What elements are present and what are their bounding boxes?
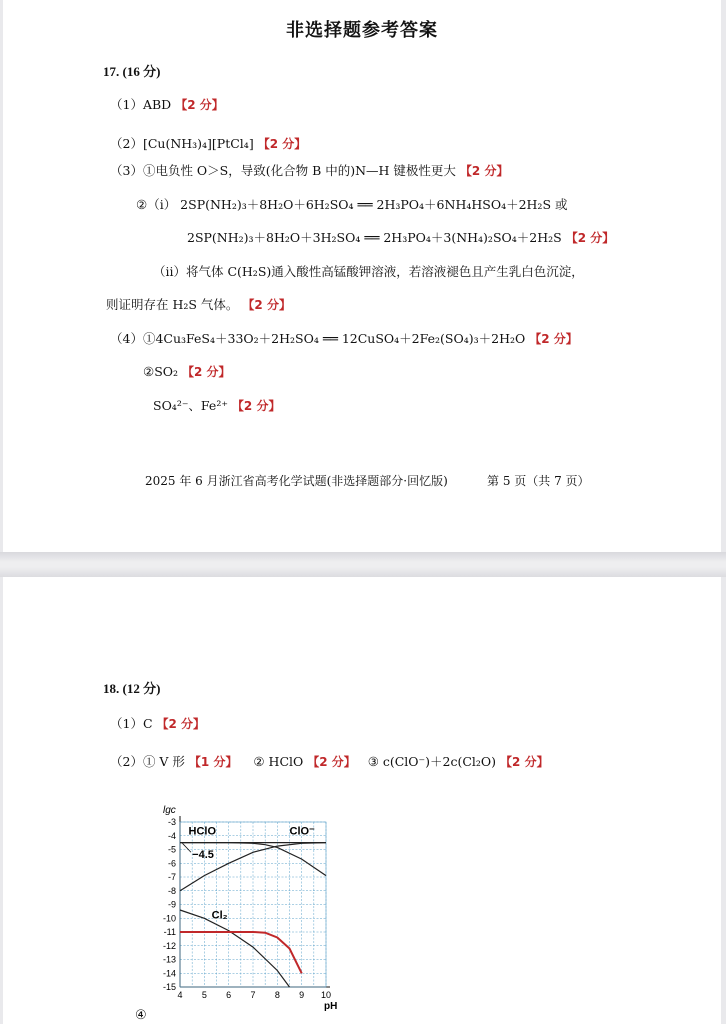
- annotation-minus-4-5: −4.5: [192, 848, 214, 861]
- answer-text: （4）①4Cu₃FeS₄＋33O₂＋2H₂SO₄ ══ 12CuSO₄＋2Fe₂(SO₄)₃＋2H₂O: [110, 331, 526, 346]
- score-badge: 【2 分】: [175, 98, 224, 112]
- score-badge: 【2 分】: [307, 755, 356, 769]
- q17-answer-4-2: [143, 364, 231, 380]
- q17-answer-2: [110, 136, 306, 152]
- answer-text: （1）C: [110, 716, 153, 731]
- q17-answer-1: [110, 97, 224, 113]
- q18-answer-2: [110, 754, 549, 770]
- q17-answer-3-ii: （ii）将气体 C(H₂S)通入酸性高锰酸钾溶液，若溶液褪色且产生乳白色沉淀，: [153, 264, 584, 279]
- score-badge: 【1 分】: [188, 755, 238, 769]
- answer-text: （3）①电负性 O＞S，导致(化合物 B 中的)N—H 键极性更大: [110, 163, 456, 178]
- x-tick-label: 8: [274, 990, 280, 1000]
- score-badge: 【2 分】: [257, 137, 307, 151]
- series-line-Cl₂: [180, 910, 290, 987]
- x-tick-label: 7: [250, 990, 256, 1000]
- q18-header: 18. (12 分): [103, 681, 161, 696]
- q17-answer-3-ii-cont: [106, 297, 291, 313]
- score-badge: 【2 分】: [156, 717, 206, 731]
- score-badge: 【2 分】: [231, 399, 281, 413]
- answer-text: ②SO₂: [143, 364, 179, 379]
- q17-equation-2: [187, 230, 614, 246]
- annotation-clo-minus: ClO⁻: [289, 825, 315, 838]
- y-axis-label: lgc: [163, 805, 176, 816]
- x-tick-label: 6: [226, 990, 232, 1000]
- answer-text: 2SP(NH₂)₃＋8H₂O＋3H₂SO₄ ══ 2H₃PO₄＋3(NH₄)₂SO₄＋2H₂S: [187, 230, 562, 245]
- score-badge: 【2 分】: [182, 365, 231, 379]
- y-tick-label: -9: [167, 899, 176, 910]
- score-badge: 【2 分】: [529, 332, 578, 346]
- y-tick-label: -4: [167, 830, 176, 841]
- score-badge: 【2 分】: [500, 755, 549, 769]
- answer-text: （2）[Cu(NH₃)₄][PtCl₄]: [110, 136, 254, 151]
- q17-equation-1: ②（i） 2SP(NH₂)₃＋8H₂O＋6H₂SO₄ ══ 2H₃PO₄＋6NH₄HSO₄＋2H₂S 或: [136, 197, 568, 212]
- annotation-pointer: [182, 843, 191, 852]
- y-tick-label: -8: [167, 885, 176, 896]
- y-tick-label: -10: [162, 913, 176, 924]
- answer-text: ② HClO: [253, 754, 304, 769]
- x-tick-label: 9: [299, 990, 305, 1000]
- answer-text: （1）ABD: [110, 97, 172, 112]
- score-badge: 【2 分】: [565, 231, 615, 245]
- q18-answer-1: [110, 716, 205, 732]
- q17-answer-4-1: [110, 331, 578, 347]
- x-tick-label: 4: [177, 990, 183, 1000]
- answer-text: SO₄²⁻、Fe²⁺: [153, 398, 228, 413]
- x-axis-label: pH: [324, 1001, 338, 1012]
- y-tick-label: -11: [163, 927, 176, 937]
- score-badge: 【2 分】: [459, 164, 509, 178]
- y-tick-label: -14: [162, 968, 176, 979]
- answer-page-6: [3, 577, 721, 1024]
- annotation-hclo: HClO: [188, 825, 217, 838]
- q18-answer-4-label: ④: [135, 1008, 147, 1023]
- y-tick-label: -3: [167, 817, 176, 827]
- page-title: 非选择题参考答案: [286, 20, 438, 41]
- x-tick-label: 10: [320, 990, 332, 1000]
- y-tick-label: -13: [162, 954, 176, 965]
- q17-answer-4-3: [153, 398, 280, 414]
- annotation-cl2: Cl₂: [211, 909, 228, 922]
- y-tick-label: -6: [167, 858, 176, 869]
- q17-answer-3-1: [110, 163, 508, 179]
- score-badge: 【2 分】: [242, 298, 291, 312]
- q17-header: 17. (16 分): [103, 64, 161, 79]
- footer-title: 2025 年 6 月浙江省高考化学试题(非选择题部分·回忆版): [145, 474, 448, 488]
- answer-text: 则证明存在 H₂S 气体。: [106, 297, 239, 312]
- page-gap: [0, 552, 726, 577]
- answer-text: （2）① V 形: [110, 754, 185, 769]
- answer-page-5: [3, 0, 721, 552]
- y-tick-label: -12: [162, 940, 176, 951]
- x-tick-label: 5: [201, 990, 207, 1000]
- y-tick-label: -5: [167, 844, 176, 855]
- lgc-vs-ph-chart: [143, 797, 353, 1017]
- answer-text: ③ c(ClO⁻)＋2c(Cl₂O): [367, 754, 497, 769]
- footer-page-number: 第 5 页（共 7 页）: [487, 474, 590, 488]
- y-tick-label: -15: [162, 982, 176, 992]
- y-tick-label: -7: [167, 872, 176, 882]
